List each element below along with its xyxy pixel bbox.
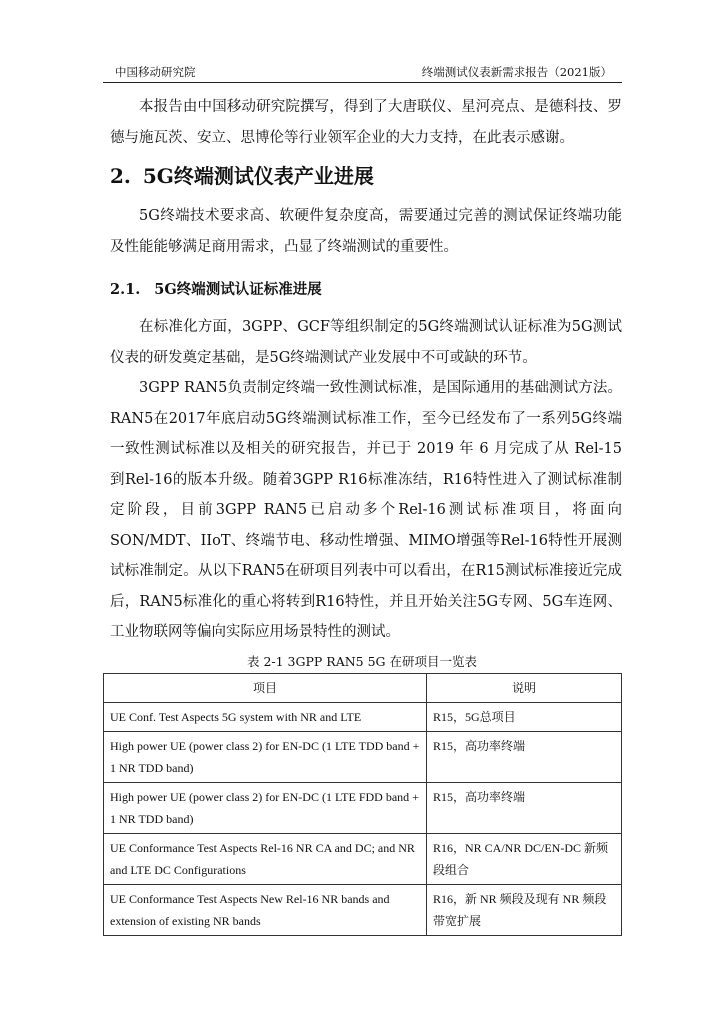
project-cell: UE Conformance Test Aspects Rel-16 NR CA and DC; and NR and LTE DC Configurations	[104, 834, 427, 885]
section-title: 5G终端测试仪表产业进展	[142, 164, 374, 188]
header-report-title: 终端测试仪表新需求报告（2021版）	[421, 65, 612, 79]
project-cell: High power UE (power class 2) for EN-DC (1 LTE TDD band + 1 NR TDD band)	[104, 732, 427, 783]
table-caption: 表 2-1 3GPP RAN5 5G 在研项目一览表	[246, 654, 478, 669]
description-cell: R16，NR CA/NR DC/EN-DC 新频段组合	[427, 834, 622, 885]
header-org: 中国移动研究院	[115, 65, 196, 79]
subsection-heading	[110, 278, 322, 299]
header-description: 说明	[427, 674, 622, 703]
table-header-row	[104, 674, 622, 703]
project-cell: UE Conf. Test Aspects 5G system with NR and LTE	[104, 703, 427, 732]
table-row	[104, 703, 622, 732]
standards-paragraph: 在标准化方面，3GPP、GCF等组织制定的5G终端测试认证标准为5G测试仪表的研发奠定基础，是5G终端测试产业发展中不可或缺的环节。	[110, 319, 622, 366]
subsection-number: 2.1.	[110, 281, 141, 298]
table-row	[104, 783, 622, 834]
table-row	[104, 834, 622, 885]
table-row	[104, 732, 622, 783]
project-cell: High power UE (power class 2) for EN-DC (1 LTE FDD band + 1 NR TDD band)	[104, 783, 427, 834]
acknowledgement-paragraph: 本报告由中国移动研究院撰写，得到了大唐联仪、星河亮点、是德科技、罗德与施瓦茨、安立、思博伦等行业领军企业的大力支持，在此表示感谢。	[110, 99, 622, 146]
description-cell: R15，5G总项目	[427, 703, 622, 732]
header-project: 项目	[104, 674, 427, 703]
section-paragraph: 5G终端技术要求高、软硬件复杂度高，需要通过完善的测试保证终端功能及性能能够满足商用需求，凸显了终端测试的重要性。	[110, 208, 622, 255]
page-header	[103, 60, 622, 83]
ran5-paragraph: 3GPP RAN5负责制定终端一致性测试标准，是国际通用的基础测试方法。RAN5在2017年底启动5G终端测试标准工作，至今已经发布了一系列5G终端一致性测试标准以及相关的研究报告，并已于 2019 年 6 月完成了从 Rel-15 到Rel-16的版本升级。随着3GPP R16标准冻结，R16特性进入了测试标准制定阶段，目前3GPP RAN5已启动多个Rel-16测试标准项目，将面向SON/MDT、IIoT、终端节电、移动性增强、MIMO增强等Rel-16特性开展测试标准制定。从以下RAN5在研项目列表中可以看出，在R15测试标准接近完成后，RAN5标准化的重心将转到R16特性，并且开始关注5G专网、5G车连网、工业物联网等偏向实际应用场景特性的测试。	[110, 380, 622, 640]
ran5-projects-table	[103, 673, 622, 936]
section-number: 2.	[110, 164, 131, 188]
project-cell: UE Conformance Test Aspects New Rel-16 NR bands and extension of existing NR bands	[104, 885, 427, 936]
description-cell: R15，高功率终端	[427, 732, 622, 783]
subsection-title: 5G终端测试认证标准进展	[154, 281, 322, 298]
description-cell: R15，高功率终端	[427, 783, 622, 834]
section-heading	[110, 160, 374, 189]
description-cell: R16，新 NR 频段及现有 NR 频段带宽扩展	[427, 885, 622, 936]
table-row	[104, 885, 622, 936]
